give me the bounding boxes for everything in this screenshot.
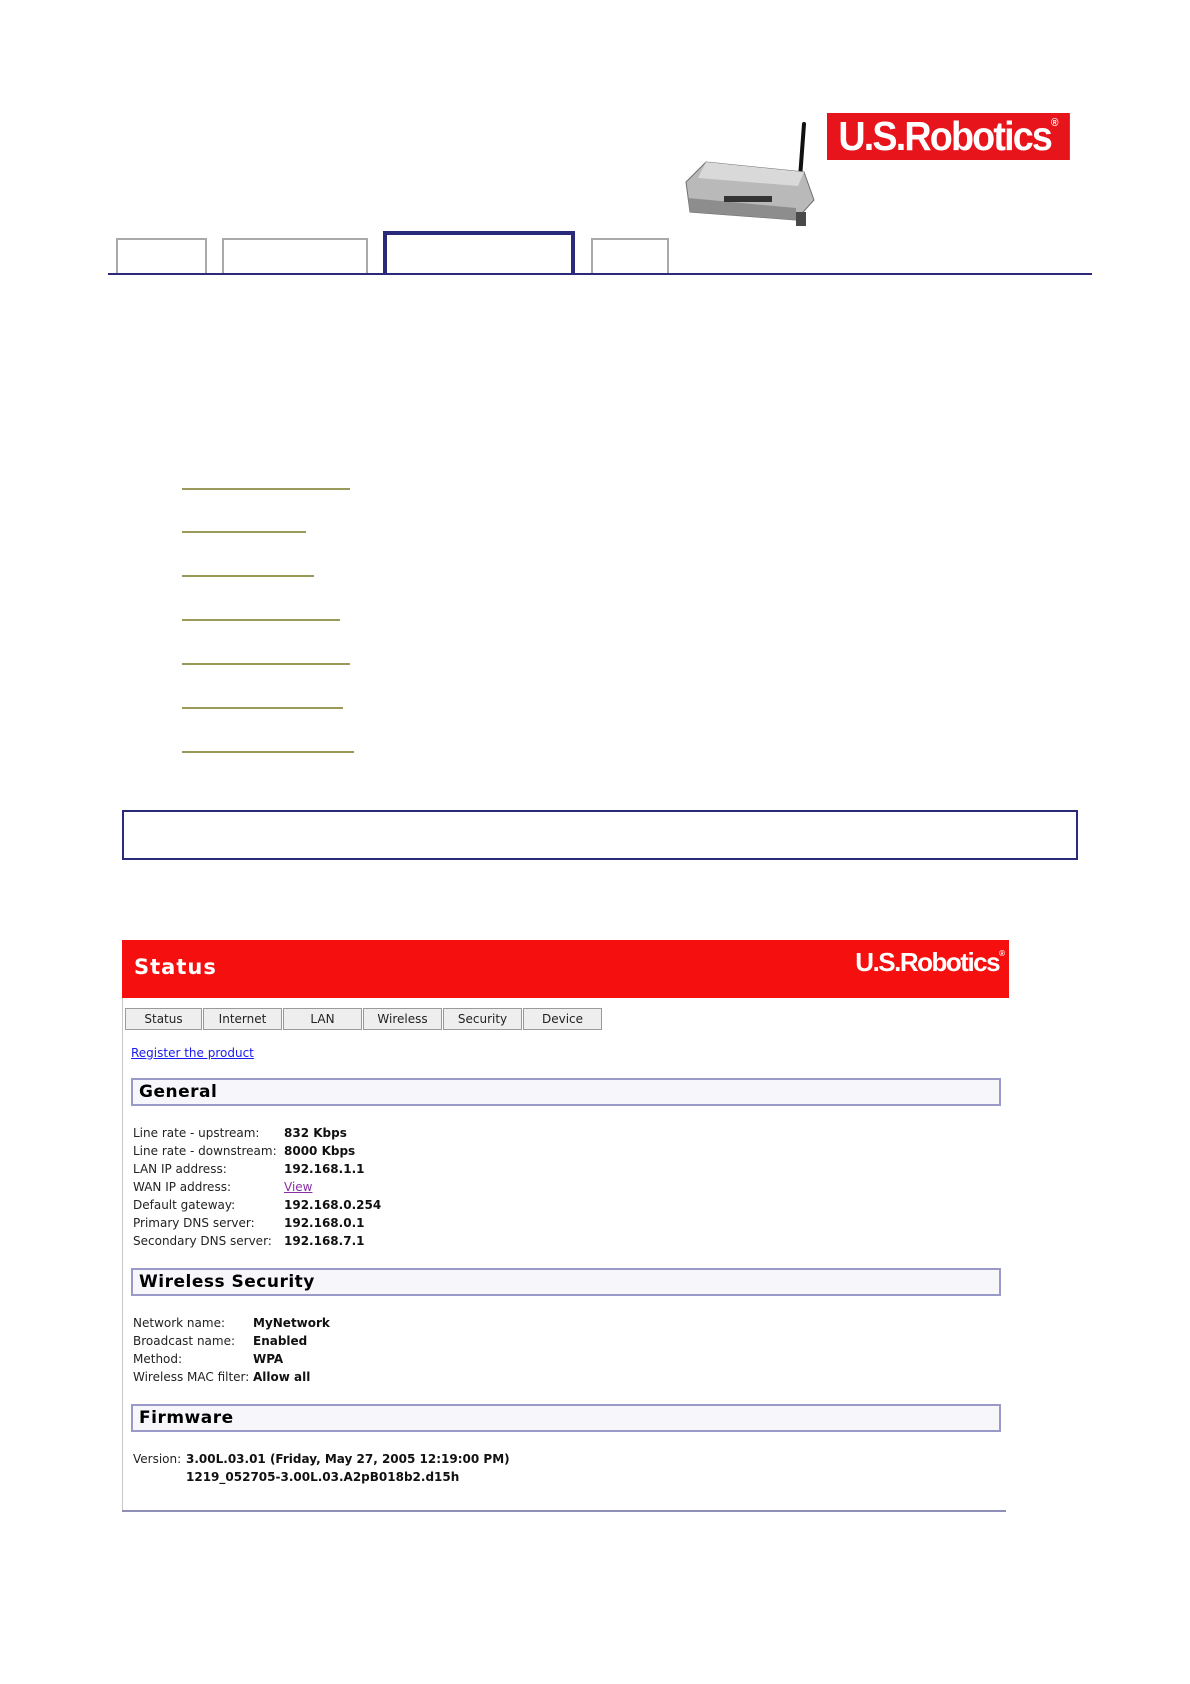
general-value: 192.168.0.254	[284, 1198, 382, 1212]
tab-lan[interactable]: LAN	[283, 1008, 362, 1030]
general-label: Secondary DNS server:	[133, 1234, 272, 1248]
notice-box	[122, 810, 1078, 860]
link-4[interactable]	[182, 619, 340, 621]
general-row	[133, 1160, 381, 1178]
general-value: 192.168.7.1	[284, 1234, 365, 1248]
wireless-value: Enabled	[253, 1334, 308, 1348]
general-label: Primary DNS server:	[133, 1216, 255, 1230]
wireless-row	[133, 1350, 330, 1368]
wireless-value: MyNetwork	[253, 1316, 330, 1330]
link-7[interactable]	[182, 751, 354, 753]
status-logo-text: U.S.Robotics	[855, 947, 1000, 977]
tab-wireless[interactable]: Wireless	[363, 1008, 442, 1030]
status-logo-mark: ®	[999, 949, 1005, 958]
wan-ip-view-link[interactable]: View	[284, 1180, 313, 1194]
wireless-label: Broadcast name:	[133, 1334, 236, 1348]
register-product-link[interactable]: Register the product	[131, 1046, 254, 1060]
wireless-value: Allow all	[253, 1370, 311, 1384]
wireless-label: Wireless MAC filter:	[133, 1370, 250, 1384]
firmware-version-line1: 3.00L.03.01 (Friday, May 27, 2005 12:19:00 PM)	[186, 1452, 510, 1466]
status-logo	[855, 947, 1005, 978]
general-heading: General	[131, 1078, 1001, 1106]
top-navigation	[108, 233, 1092, 275]
general-label: Line rate - upstream:	[133, 1126, 260, 1140]
general-label: LAN IP address:	[133, 1162, 227, 1176]
brand-logo	[827, 113, 1070, 160]
general-row	[133, 1214, 381, 1232]
general-value: 832 Kbps	[284, 1126, 347, 1140]
general-row	[133, 1178, 381, 1196]
tab-security[interactable]: Security	[443, 1008, 522, 1030]
top-tab-4[interactable]	[591, 238, 669, 273]
status-page-title: Status	[134, 955, 217, 979]
nav-baseline	[108, 273, 1092, 275]
wireless-label: Method:	[133, 1352, 183, 1366]
general-row	[133, 1232, 381, 1250]
general-row	[133, 1142, 381, 1160]
link-1[interactable]	[182, 488, 350, 490]
top-tab-1[interactable]	[116, 238, 207, 273]
status-tabs	[125, 1008, 603, 1030]
firmware-row	[133, 1450, 510, 1468]
wireless-row	[133, 1314, 330, 1332]
wireless-value: WPA	[253, 1352, 284, 1366]
brand-logo-text: U.S.Robotics	[838, 113, 1052, 159]
firmware-heading: Firmware	[131, 1404, 1001, 1432]
status-screenshot	[122, 940, 1009, 1512]
general-row	[133, 1124, 381, 1142]
wireless-security-heading: Wireless Security	[131, 1268, 1001, 1296]
brand-logo-mark: ®	[1051, 117, 1059, 129]
router-image	[676, 120, 816, 232]
link-6[interactable]	[182, 707, 343, 709]
tab-device[interactable]: Device	[523, 1008, 602, 1030]
firmware-spacer	[133, 1468, 186, 1486]
general-value: 192.168.1.1	[284, 1162, 365, 1176]
general-label: Default gateway:	[133, 1198, 236, 1212]
firmware-version-line2: 1219_052705-3.00L.03.A2pB018b2.d15h	[186, 1470, 460, 1484]
general-value: 8000 Kbps	[284, 1144, 356, 1158]
link-2[interactable]	[182, 531, 306, 533]
status-bottom-border	[122, 1510, 1006, 1512]
tab-internet[interactable]: Internet	[203, 1008, 282, 1030]
wireless-row	[133, 1368, 330, 1386]
link-5[interactable]	[182, 663, 350, 665]
top-tab-3-active[interactable]	[383, 231, 575, 273]
general-label: Line rate - downstream:	[133, 1144, 277, 1158]
firmware-list	[133, 1450, 510, 1486]
general-row	[133, 1196, 381, 1214]
top-tab-2[interactable]	[222, 238, 368, 273]
wireless-security-list	[133, 1314, 330, 1386]
general-value: 192.168.0.1	[284, 1216, 365, 1230]
wireless-row	[133, 1332, 330, 1350]
wireless-label: Network name:	[133, 1316, 225, 1330]
status-header	[122, 940, 1009, 998]
status-left-border	[122, 998, 123, 1512]
general-list	[133, 1124, 381, 1250]
tab-status[interactable]: Status	[125, 1008, 202, 1030]
link-3[interactable]	[182, 575, 314, 577]
firmware-version-label: Version:	[133, 1452, 182, 1466]
general-label: WAN IP address:	[133, 1180, 231, 1194]
firmware-row	[133, 1468, 510, 1486]
